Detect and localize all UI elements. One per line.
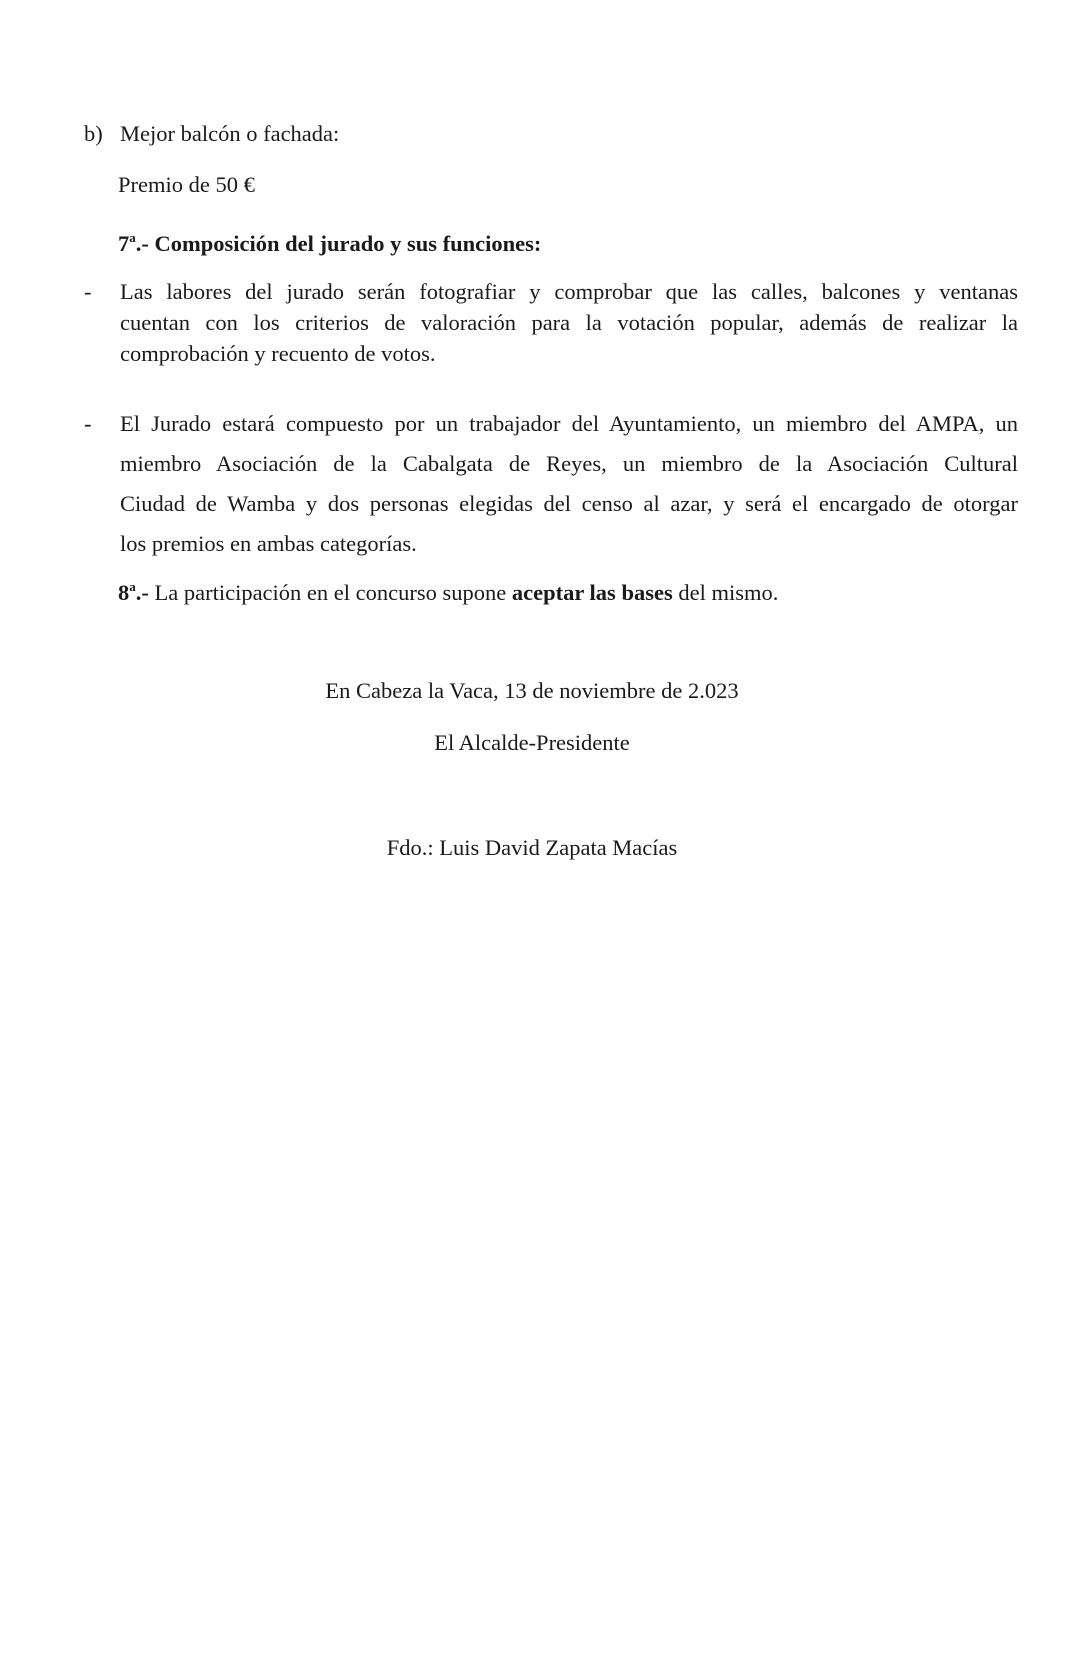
section-7-number: 7 — [118, 231, 130, 256]
section-8-text-after: del mismo. — [672, 580, 779, 605]
paragraph-line: Las labores del jurado serán fotografiar y comprobar que las calles, balcones y ventanas — [120, 279, 1018, 304]
signed-by: Fdo.: Luis David Zapata Macías — [386, 835, 678, 860]
marker-text: b) — [84, 121, 103, 146]
bullet-dash-2: - — [84, 411, 92, 436]
paragraph-line: los premios en ambas categorías. — [120, 531, 417, 556]
section-7-heading-text: .- Composición del jurado y sus funciones: — [135, 231, 542, 256]
section-8-bold-text: aceptar las bases — [511, 580, 673, 605]
section-7-ordinal: a — [129, 230, 136, 245]
bullet-dash-1: - — [84, 279, 92, 304]
paragraph-line: Ciudad de Wamba y dos personas elegidas del censo al azar, y será el encargado de otorgar — [120, 491, 1018, 516]
bullet-paragraph-2 — [120, 404, 1018, 564]
section-8-ordinal: a — [129, 579, 136, 594]
section-b-title: Mejor balcón o fachada: — [120, 121, 340, 146]
place-date: En Cabeza la Vaca, 13 de noviembre de 2.023 — [325, 678, 739, 703]
section-8-number-digit: 8 — [118, 580, 130, 605]
list-marker-b — [84, 118, 103, 149]
prize-text: Premio de 50 € — [118, 172, 255, 197]
section-8-paragraph — [118, 571, 778, 608]
section-7-heading — [118, 222, 541, 259]
paragraph-line: comprobación y recuento de votos. — [120, 341, 436, 366]
paragraph-line: cuentan con los criterios de valoración para la votación popular, además de realizar la — [120, 310, 1018, 335]
section-8-text-before: La participación en el concurso supone — [148, 580, 512, 605]
section-8-prefix: .- — [135, 580, 149, 605]
signer-role: El Alcalde-Presidente — [434, 730, 630, 755]
bullet-paragraph-1 — [120, 276, 1018, 369]
paragraph-line: miembro Asociación de la Cabalgata de Reyes, un miembro de la Asociación Cultural — [120, 451, 1018, 476]
section-8-number — [118, 580, 149, 605]
paragraph-line: El Jurado estará compuesto por un trabajador del Ayuntamiento, un miembro del AMPA, un — [120, 411, 1018, 436]
